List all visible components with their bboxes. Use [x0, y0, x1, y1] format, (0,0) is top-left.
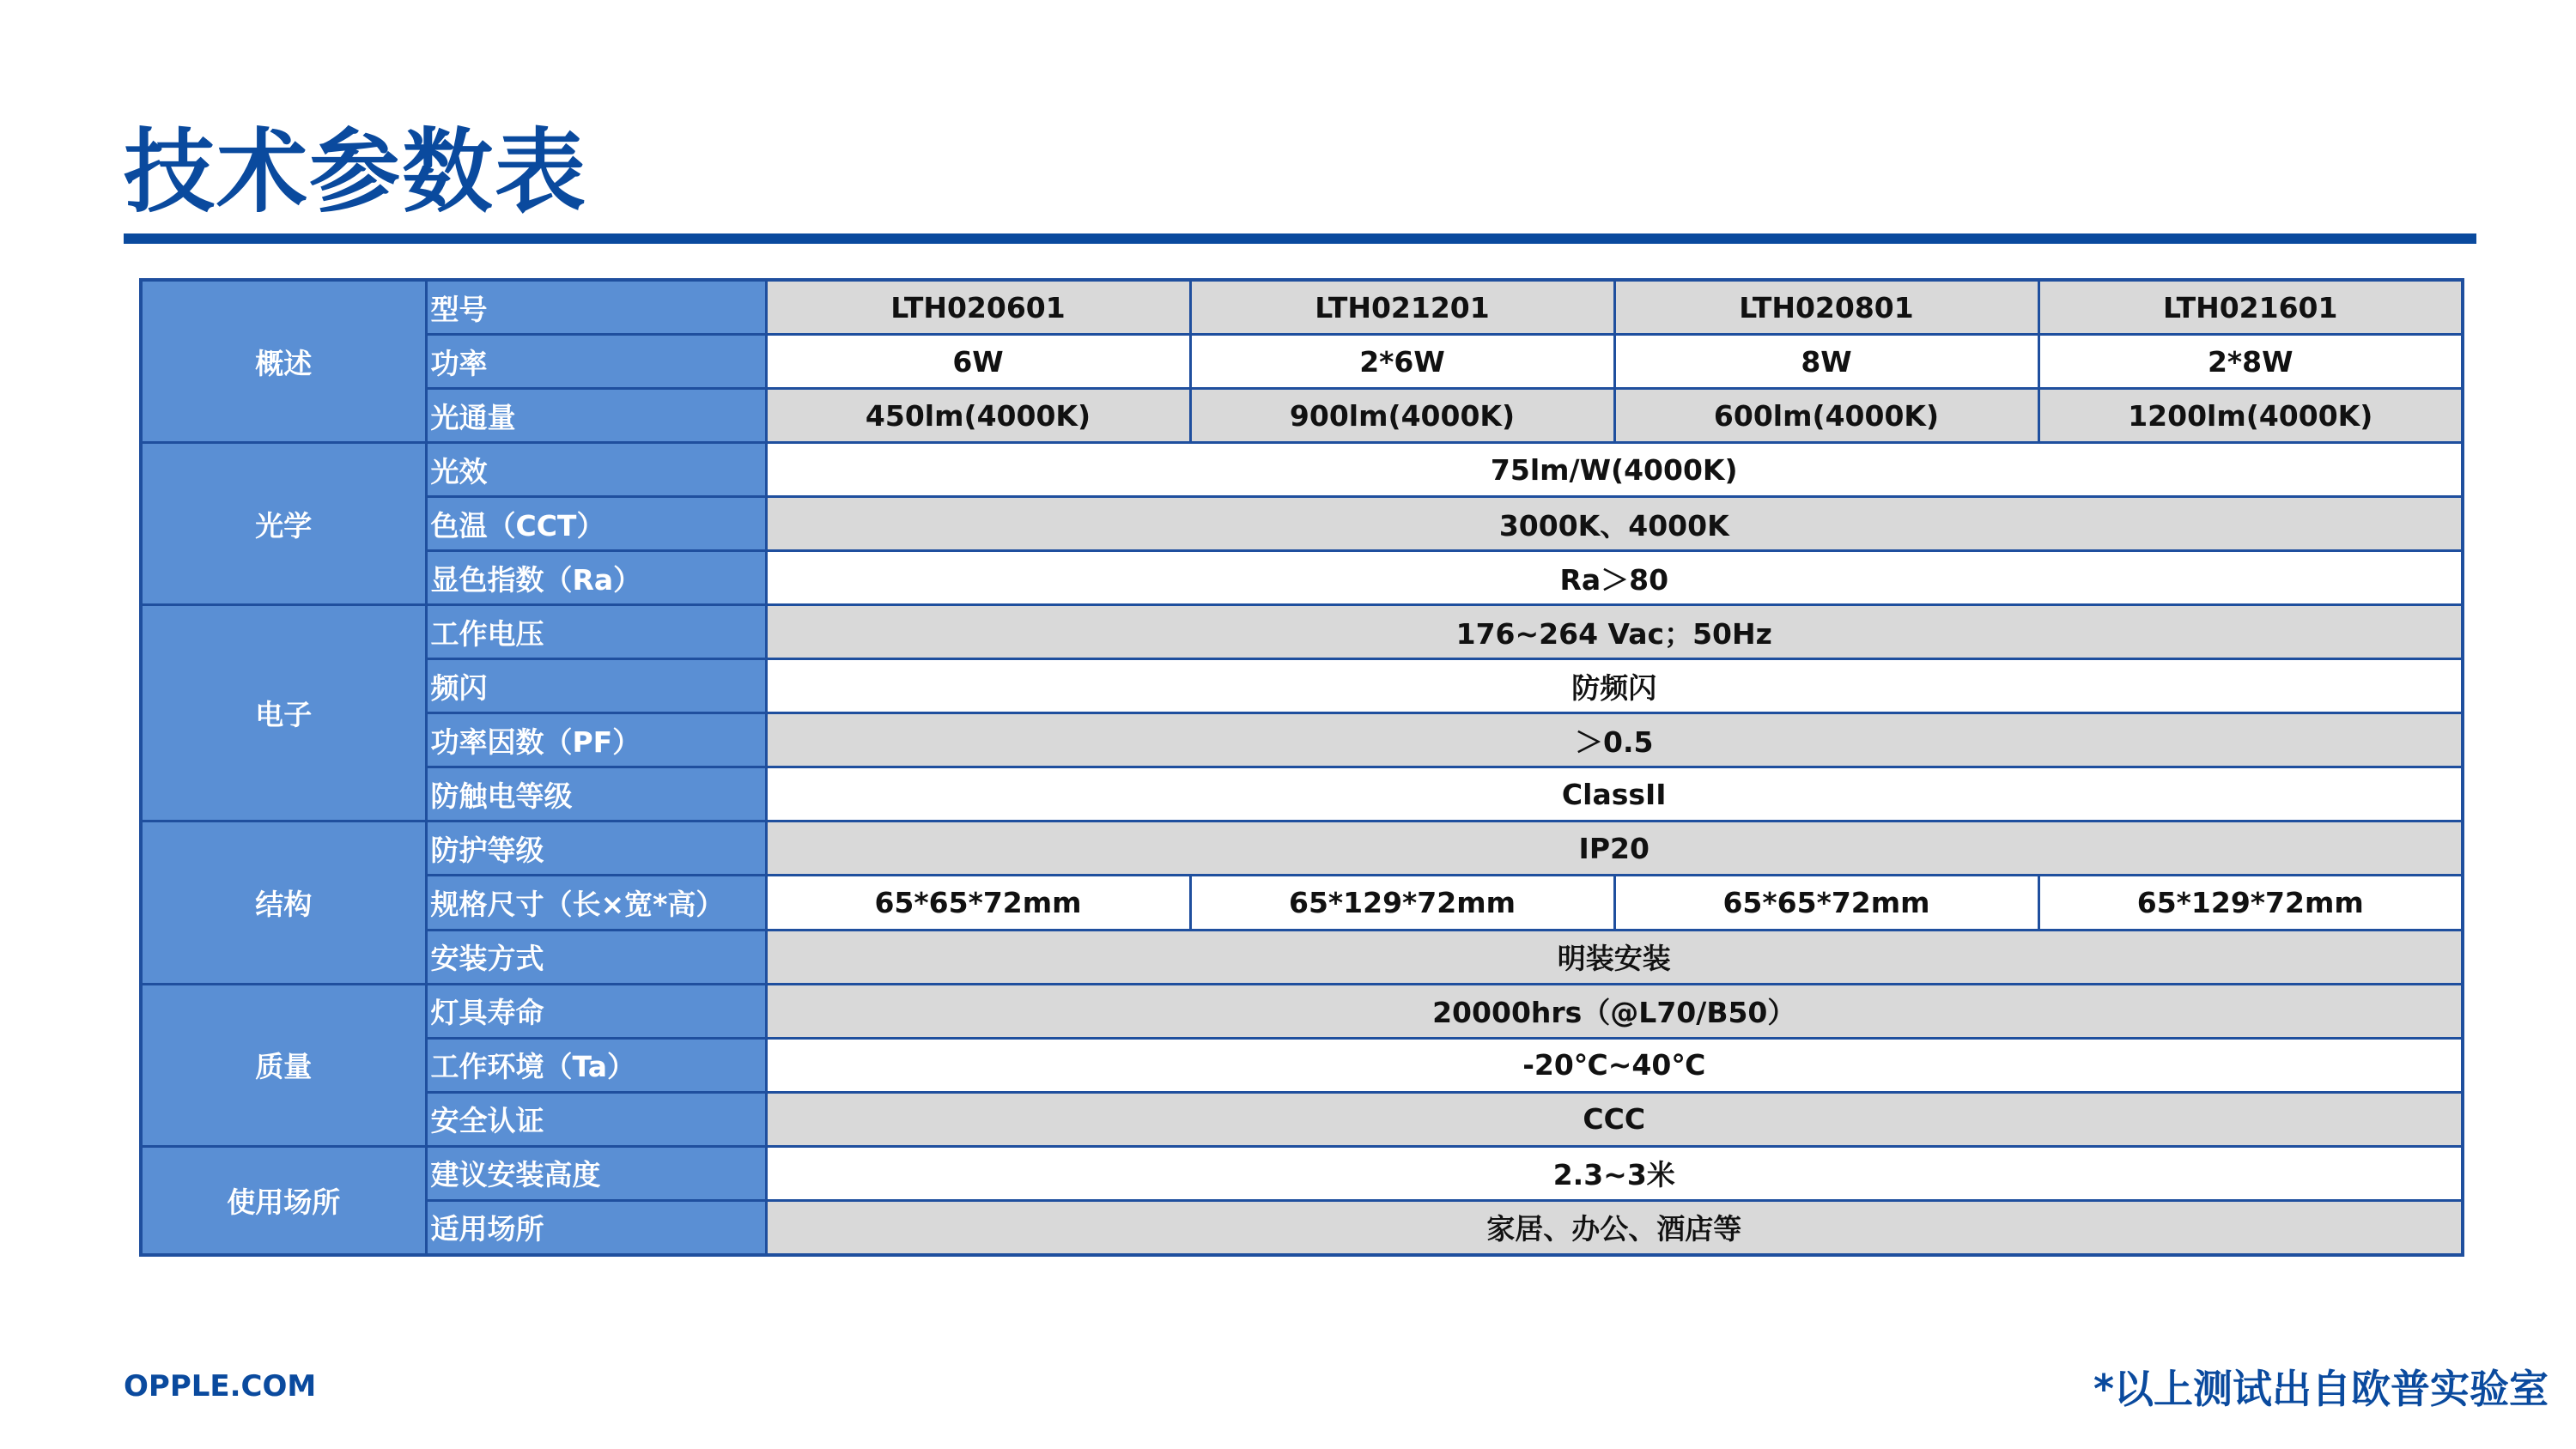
table-row [141, 713, 2463, 767]
table-row [141, 984, 2463, 1038]
param-label: 光效 [426, 443, 766, 497]
param-label: 安全认证 [426, 1092, 766, 1146]
param-label: 功率 [426, 335, 766, 389]
value-cell: 家居、办公、酒店等 [766, 1200, 2463, 1255]
value-cell: -20℃~40℃ [766, 1038, 2463, 1092]
table-row [141, 822, 2463, 876]
value-cell: 6W [766, 335, 1190, 389]
param-label: 规格尺寸（长×宽*高） [426, 876, 766, 930]
value-cell: 2.3~3米 [766, 1146, 2463, 1200]
category-electronics: 电子 [141, 605, 426, 822]
param-label: 显色指数（Ra） [426, 551, 766, 605]
page-title: 技术参数表 [124, 119, 587, 225]
footer-site: OPPLE.COM [124, 1369, 317, 1404]
category-optics: 光学 [141, 443, 426, 605]
table-row [141, 551, 2463, 605]
value-cell: 明装安装 [766, 930, 2463, 984]
table-row [141, 1092, 2463, 1146]
param-label: 频闪 [426, 659, 766, 713]
table-row [141, 1200, 2463, 1255]
value-cell: 20000hrs（@L70/B50） [766, 984, 2463, 1038]
param-label: 型号 [426, 280, 766, 335]
value-cell: 2*6W [1190, 335, 1614, 389]
value-cell: LTH020601 [766, 280, 1190, 335]
footer-note: *以上测试出自欧普实验室 [2093, 1366, 2549, 1412]
value-cell: LTH020801 [1614, 280, 2038, 335]
table-row [141, 605, 2463, 659]
table-row [141, 930, 2463, 984]
value-cell: 65*65*72mm [1614, 876, 2038, 930]
spec-table [139, 278, 2464, 1257]
value-cell: CCC [766, 1092, 2463, 1146]
value-cell: 65*129*72mm [1190, 876, 1614, 930]
param-label: 灯具寿命 [426, 984, 766, 1038]
table-row [141, 389, 2463, 443]
value-cell: ＞0.5 [766, 713, 2463, 767]
table-row [141, 443, 2463, 497]
param-label: 适用场所 [426, 1200, 766, 1255]
param-label: 工作电压 [426, 605, 766, 659]
value-cell: 3000K、4000K [766, 497, 2463, 551]
category-quality: 质量 [141, 984, 426, 1146]
param-label: 光通量 [426, 389, 766, 443]
value-cell: LTH021201 [1190, 280, 1614, 335]
value-cell: 65*65*72mm [766, 876, 1190, 930]
category-overview: 概述 [141, 280, 426, 443]
value-cell: 450lm(4000K) [766, 389, 1190, 443]
value-cell: 65*129*72mm [2038, 876, 2463, 930]
value-cell: 2*8W [2038, 335, 2463, 389]
param-label: 建议安装高度 [426, 1146, 766, 1200]
param-label: 工作环境（Ta） [426, 1038, 766, 1092]
value-cell: 75lm/W(4000K) [766, 443, 2463, 497]
value-cell: 1200lm(4000K) [2038, 389, 2463, 443]
value-cell: 176~264 Vac；50Hz [766, 605, 2463, 659]
category-usage: 使用场所 [141, 1146, 426, 1255]
table-row [141, 497, 2463, 551]
title-underline [124, 233, 2476, 244]
value-cell: ClassⅠⅠ [766, 767, 2463, 822]
value-cell: 600lm(4000K) [1614, 389, 2038, 443]
param-label: 色温（CCT） [426, 497, 766, 551]
param-label: 安装方式 [426, 930, 766, 984]
table-row [141, 767, 2463, 822]
table-row [141, 1146, 2463, 1200]
category-structure: 结构 [141, 822, 426, 984]
param-label: 功率因数（PF） [426, 713, 766, 767]
table-row [141, 335, 2463, 389]
value-cell: LTH021601 [2038, 280, 2463, 335]
table-row [141, 659, 2463, 713]
param-label: 防护等级 [426, 822, 766, 876]
table-row [141, 876, 2463, 930]
param-label: 防触电等级 [426, 767, 766, 822]
value-cell: Ra＞80 [766, 551, 2463, 605]
value-cell: IP20 [766, 822, 2463, 876]
value-cell: 防频闪 [766, 659, 2463, 713]
value-cell: 8W [1614, 335, 2038, 389]
table-row [141, 1038, 2463, 1092]
table-row [141, 280, 2463, 335]
value-cell: 900lm(4000K) [1190, 389, 1614, 443]
